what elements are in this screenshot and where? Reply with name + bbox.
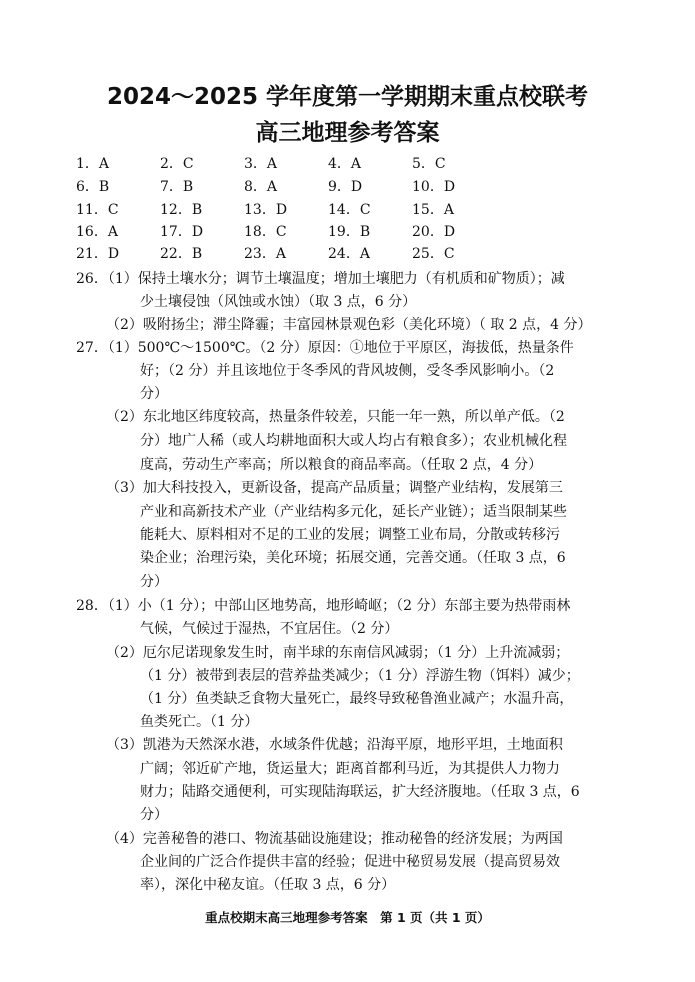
mc-answer: 23．A: [244, 246, 286, 262]
mc-answer: 16．A: [76, 224, 118, 240]
answer-line: 能耗大、原料相对不足的工业的发展；调整工业布局，分散或转移污: [140, 527, 560, 543]
answer-line: （1 分）被带到表层的营养盐类减少；（1 分）浮游生物（饵料）减少；: [140, 668, 580, 684]
answer-line: （4）完善秘鲁的港口、物流基础设施建设；推动秘鲁的经济发展；为两国: [106, 831, 563, 847]
answer-line: 度高，劳动生产率高；所以粮食的商品率高。（任取 2 点，4 分）: [140, 457, 543, 473]
mc-answer: 12．B: [160, 202, 203, 218]
answer-line: 染企业；治理污染，美化环境；拓展交通，完善交通。（任取 3 点，6: [140, 550, 566, 566]
mc-answer: 17．D: [160, 224, 204, 240]
answer-line: 少土壤侵蚀（风蚀或水蚀）（取 3 点，6 分）: [140, 294, 417, 310]
mc-answer: 8．A: [244, 179, 278, 195]
mc-answer: 14．C: [328, 202, 371, 218]
mc-answer: 9．D: [328, 179, 363, 195]
answer-line: 28．（1）小（1 分）；中部山区地势高，地形崎岖；（2 分）东部主要为热带雨林: [76, 598, 571, 614]
answer-line: 分）地广人稀（或人均耕地面积大或人均占有粮食多）；农业机械化程: [140, 433, 567, 449]
answer-line: （3）加大科技投入，更新设备，提高产品质量；调整产业结构，发展第三: [106, 480, 563, 496]
answer-line: 气候，气候过于湿热，不宜居住。（2 分）: [140, 621, 399, 637]
mc-answer: 3．A: [244, 156, 278, 172]
answer-line: 分）: [140, 807, 168, 823]
mc-answer: 11．C: [76, 202, 119, 218]
answer-line: 产业和高新技术产业（产业结构多元化，延长产业链）；适当限制某些: [140, 504, 567, 520]
mc-answer: 6．B: [76, 179, 110, 195]
page-footer: 重点校期末高三地理参考答案 第 1 页（共 1 页）: [205, 910, 490, 925]
mc-answer: 22．B: [160, 246, 203, 262]
page-subtitle: 高三地理参考答案: [255, 120, 440, 146]
answer-line: 率），深化中秘友谊。（任取 3 点，6 分）: [140, 877, 396, 893]
answer-line: 鱼类死亡。（1 分）: [140, 714, 259, 730]
page-title: 2024～2025 学年度第一学期期末重点校联考: [106, 84, 589, 110]
answer-line: （1 分）鱼类缺乏食物大量死亡，最终导致秘鲁渔业减产；水温升高，: [140, 691, 574, 707]
mc-answer: 19．B: [328, 224, 371, 240]
answer-line: （3）凯港为天然深水港，水域条件优越；沿海平原，地形平坦，土地面积: [106, 737, 563, 753]
mc-answer: 4．A: [328, 156, 362, 172]
mc-answer: 25．C: [412, 246, 455, 262]
mc-answer: 7．B: [160, 179, 194, 195]
mc-answer: 20．D: [412, 224, 456, 240]
mc-answer: 21．D: [76, 246, 120, 262]
mc-answer: 18．C: [244, 224, 287, 240]
answer-line: 广阔；邻近矿产地，货运量大；距离首都利马近，为其提供人力物力: [140, 761, 560, 777]
mc-answer: 15．A: [412, 202, 454, 218]
mc-answer: 10．D: [412, 179, 456, 195]
mc-answer: 5．C: [412, 156, 446, 172]
answer-line: 好；（2 分）并且该地位于冬季风的背风坡侧，受冬季风影响小。（2: [140, 363, 555, 379]
answer-line: 财力；陆路交通便利，可实现陆海联运，扩大经济腹地。（任取 3 点，6: [140, 784, 580, 800]
answer-line: 26．（1）保持土壤水分；调节土壤温度；增加土壤肥力（有机质和矿物质）；减: [76, 271, 565, 287]
answer-line: （2）东北地区纬度较高，热量条件较差，只能一年一熟，所以单产低。（2: [106, 409, 565, 425]
answer-line: （2）厄尔尼诺现象发生时，南半球的东南信风减弱；（1 分）上升流减弱；: [106, 645, 570, 661]
answer-line: 企业间的广泛合作提供丰富的经验；促进中秘贸易发展（提高贸易效: [140, 854, 560, 870]
answer-line: 分）: [140, 386, 168, 402]
answer-line: （2）吸附扬尘；滞尘降霾；丰富园林景观色彩（美化环境）（ 取 2 点，4 分）: [106, 317, 592, 333]
answer-line: 分）: [140, 574, 168, 590]
mc-answer: 13．D: [244, 202, 288, 218]
mc-answer: 1．A: [76, 156, 110, 172]
answer-line: 27．（1）500℃～1500℃。（2 分）原因：①地位于平原区，海拔低，热量条件: [76, 340, 574, 356]
mc-answer: 24．A: [328, 246, 370, 262]
mc-answer: 2．C: [160, 156, 194, 172]
